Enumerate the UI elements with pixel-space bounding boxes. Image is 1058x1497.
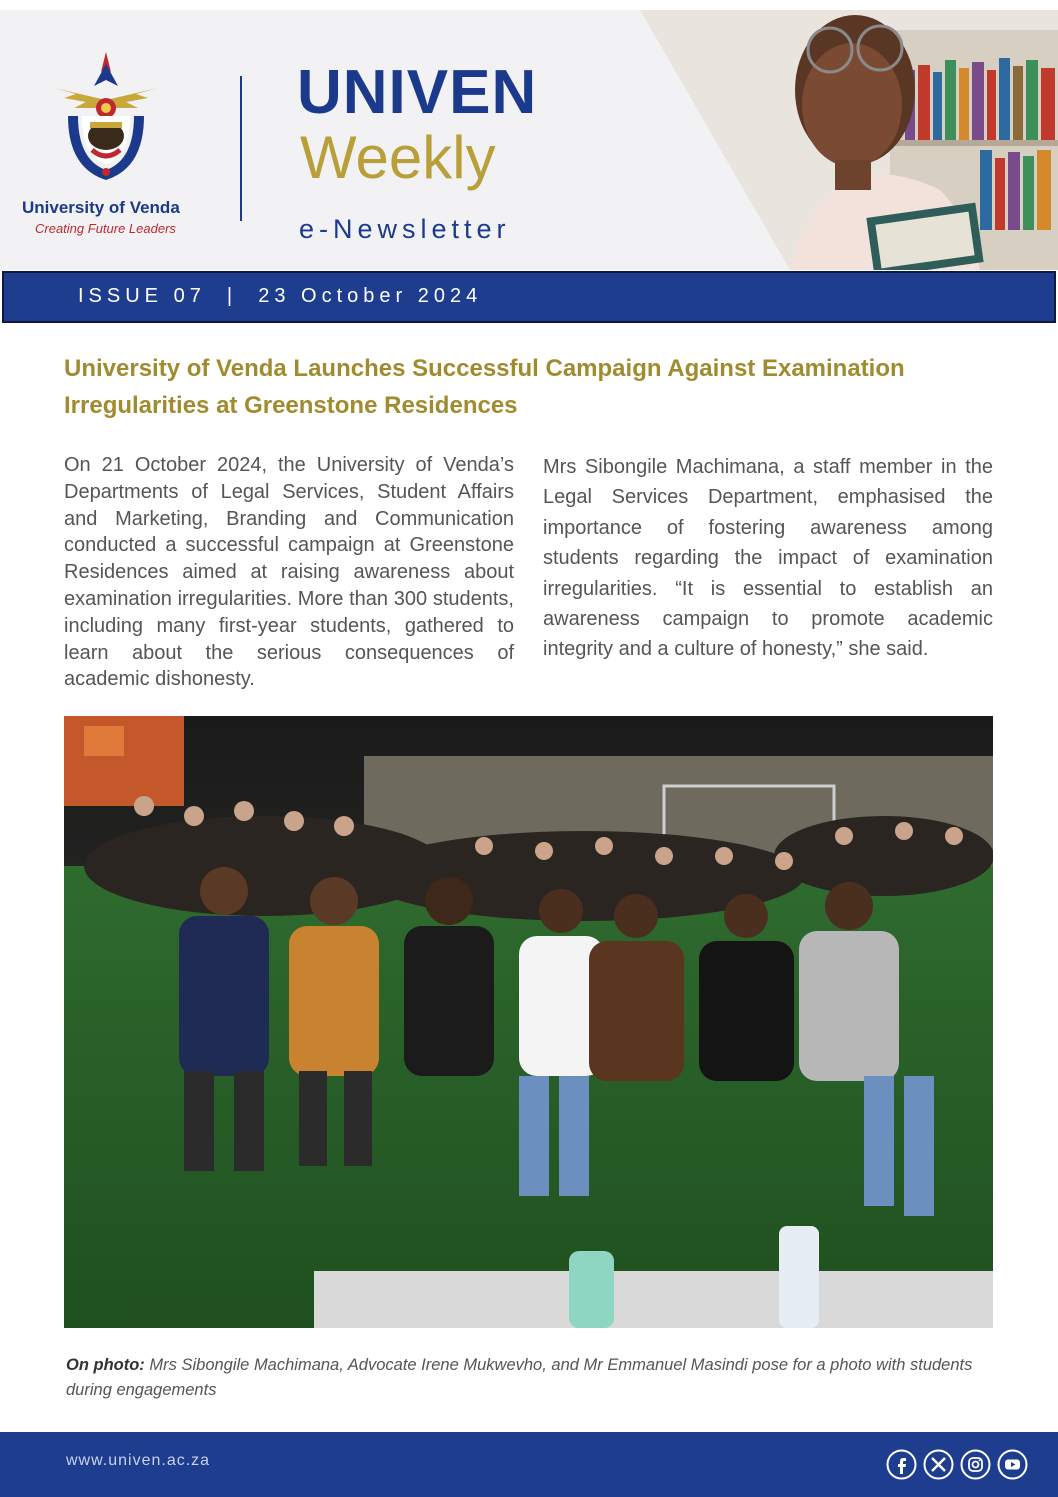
caption-label: On photo: [66, 1356, 145, 1374]
instagram-icon[interactable] [960, 1449, 991, 1480]
facebook-icon[interactable] [886, 1449, 917, 1480]
website-link[interactable]: www.univen.ac.za [66, 1452, 211, 1469]
event-group-photo [64, 716, 993, 1328]
article-headline: University of Venda Launches Successful Campaign Against Examination Irregularities at Greenstone Residences [64, 355, 905, 419]
logo-tagline: Creating Future Leaders [35, 221, 176, 236]
university-crest-icon [46, 50, 166, 190]
brand-kicker: e-Newsletter [299, 214, 511, 244]
photo-caption [66, 1353, 1001, 1403]
logo-university-name: University of Venda [22, 198, 180, 217]
hero-student-photo [640, 10, 1058, 270]
brand-subtitle: Weekly [300, 124, 496, 191]
issue-number-date: ISSUE 07 | 23 October 2024 [78, 285, 483, 307]
header-divider [240, 76, 242, 221]
university-logo [18, 50, 218, 250]
article-paragraph-right: Mrs Sibongile Machimana, a staff member in the Legal Services Department, emphasised the importance of fostering awareness among students regarding the impact of examination irregularities. “It is essential to establish an awareness campaign to promote academic integrity and a culture of honesty,” she said. [543, 456, 993, 661]
caption-text: Mrs Sibongile Machimana, Advocate Irene Mukwevho, and Mr Emmanuel Masindi pose for a photo with students during engagements [66, 1356, 973, 1399]
issue-bar [2, 271, 1056, 323]
article-paragraph-left: On 21 October 2024, the University of Venda’s Departments of Legal Services, Student Affairs and Marketing, Branding and Communication conducted a successful campaign at Greenstone Residences aimed at raising awareness about examination irregularities. More than 300 students, including many first-year students, gathered to learn about the serious consequences of academic dishonesty. [64, 454, 514, 691]
youtube-icon[interactable] [997, 1449, 1028, 1480]
x-icon[interactable] [923, 1449, 954, 1480]
newsletter-footer [0, 1432, 1058, 1497]
brand-title: UNIVEN [297, 58, 538, 127]
newsletter-header [0, 10, 1058, 270]
